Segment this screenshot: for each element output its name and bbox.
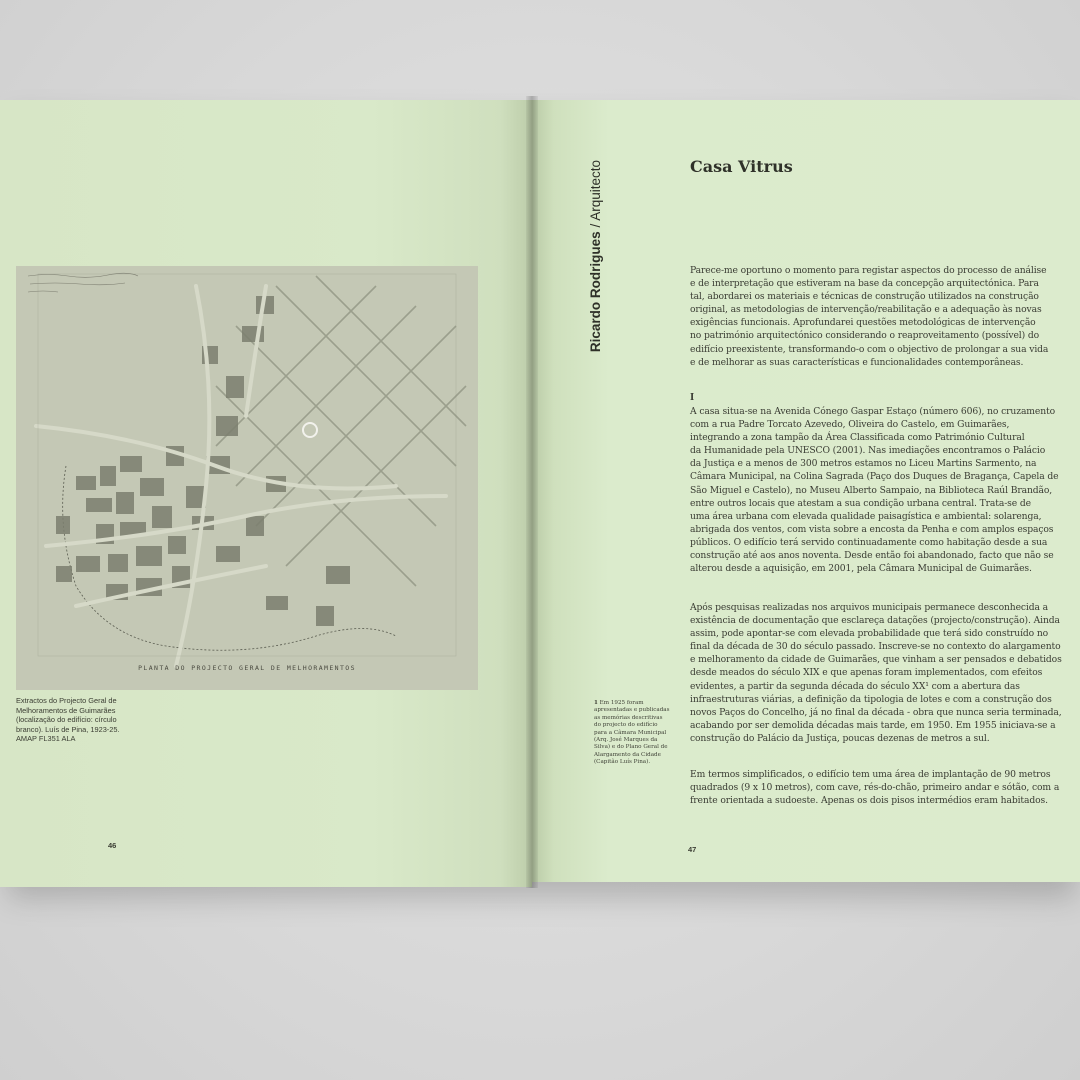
footnote-line: Alargamento da Cidade [594,751,661,758]
text-line: no património arquitectónico considerando o reaproveitamento (possível) do [690,330,1040,342]
text-line: com a rua Padre Torcato Azevedo, Oliveira do Castelo, em Guimarães, [690,419,1010,431]
text-line: entre outros locais que atestam a sua condição urbana central. Trata-se de [690,497,1031,509]
map-caption [16,696,126,744]
footnote-marker: 1 [594,700,598,706]
city-plan-map [16,266,478,690]
footnote-line: para a Câmara Municipal [594,729,667,736]
page-number-right: 47 [688,845,697,854]
footnote-line: do projecto do edifício [594,722,658,729]
article-title: Casa Vitrus [690,157,793,176]
text-line: da Justiça e a menos de 300 metros estamos no Liceu Martins Sarmento, na [690,458,1037,470]
text-line: São Miguel e Castelo), no Museu Alberto Sampaio, na Biblioteca Raúl Brandão, [690,484,1053,496]
text-line: e melhoramento da cidade de Guimarães, que vinham a ser pensados e debatidos [690,654,1062,666]
paragraph-location [690,405,1068,575]
text-line: construção até aos anos noventa. Desde então foi abandonado, facto que não se [690,550,1054,562]
footnote-first-line [594,700,686,707]
text-line: públicos. O edifício terá servido continuadamente como habitação desde a sua [690,536,1048,548]
text-line: evidentes, a partir da segunda década do século XX¹ com a abertura das [690,680,1020,692]
paragraph-dimensions [690,768,1068,807]
text-line: exigências funcionais. Aprofundarei questões metodológicas de intervenção [690,317,1036,329]
author-byline [588,160,618,360]
author-role: / Arquitecto [588,160,603,228]
caption-line: Extractos do Projecto Geral de [16,696,117,705]
text-line: Câmara Municipal, na Colina Sagrada (Paço dos Duques de Bragança, Capela de [690,471,1059,483]
text-line: abrigada dos ventos, com vista sobre a encosta da Penha e com amplos espaços [690,523,1054,535]
text-line: Após pesquisas realizadas nos arquivos municipais permanece desconhecida a [690,602,1049,613]
map-drawing [16,266,478,690]
text-line: desde meados do século XIX e que apenas foram implementados, com efeitos [690,667,1043,679]
text-line: novos Paços do Concelho, já no final da década - obra que nunca seria terminada, [690,706,1062,718]
caption-line: AMAP FL351 ALA [16,734,76,744]
footnote-line: Em 1925 foram [597,700,644,706]
text-line: tal, abordarei os materiais e técnicas de construção utilizados na construção [690,291,1039,303]
author-name: Ricardo Rodrigues [588,231,603,353]
text-line: Em termos simplificados, o edifício tem uma área de implantação de 90 metros [690,769,1051,780]
page-number-left: 46 [108,841,117,850]
footnote-line: (Arq. José Marques da [594,737,658,744]
text-line: uma área urbana com elevada qualidade paisagística e ambiental: solarenga, [690,510,1042,522]
paragraph-history [690,601,1068,745]
book-spine [526,96,538,888]
text-line: quadrados (9 x 10 metros), com cave, rés-do-chão, primeiro andar e sótão, com a [690,782,1060,794]
text-line: assim, pode apontar-se com elevada probabilidade que terá sido construído no [690,628,1049,640]
text-line: Parece-me oportuno o momento para registar aspectos do processo de análise [690,265,1047,276]
text-line: acabando por ser demolida décadas mais tarde, em 1950. Em 1955 iniciava-se a [690,719,1056,731]
text-line: da Humanidade pela UNESCO (2001). Nas imediações encontramos o Palácio [690,445,1046,457]
text-line: original, as metodologias de intervenção/reabilitação e a adequação às novas [690,304,1042,316]
caption-line: branco). Luís de Pina, 1923-25. [16,724,120,734]
caption-line: Melhoramentos de Guimarães [16,705,116,715]
text-line: frente orientada a sudoeste. Apenas os dois pisos intermédios eram habitados. [690,795,1048,807]
text-line: integrando a zona tampão da Área Classificada como Património Cultural [690,432,1025,444]
paragraph-intro [690,264,1068,369]
caption-line: (localização do edifício: círculo [16,715,117,725]
text-line: final da década de 30 do século passado. Inscreve-se no contexto do alargamento [690,641,1061,653]
footnote [594,700,686,767]
section-marker: I [690,393,695,403]
text-line: e de melhorar as suas características e funcionalidades contemporâneas. [690,356,1024,368]
text-line: construção do Palácio da Justiça, poucas dezenas de metros a sul. [690,732,990,744]
footnote-line: apresentadas e publicadas [594,707,670,714]
footnote-line: Silva) e do Plano Geral de [594,744,668,751]
text-line: edifício preexistente, transformando-o com o objectivo de prolongar a sua vida [690,343,1049,355]
text-line: e de interpretação que estiveram na base da concepção arquitectónica. Para [690,278,1039,290]
text-line: alterou desde a aquisição, em 2001, pela Câmara Municipal de Guimarães. [690,563,1032,575]
text-line: existência de documentação que esclareça datações (projecto/construção). Ainda [690,615,1060,627]
footnote-line: (Capitão Luís Pina). [594,759,651,766]
text-line: A casa situa-se na Avenida Cónego Gaspar Estaço (número 606), no cruzamento [690,406,1055,417]
map-title: PLANTA DO PROJECTO GERAL DE MELHORAMENTOS [138,664,356,672]
footnote-line: as memórias descritivas [594,714,663,721]
text-line: infraestruturas viárias, a definição da tipologia de lotes e com a construção dos [690,693,1052,705]
